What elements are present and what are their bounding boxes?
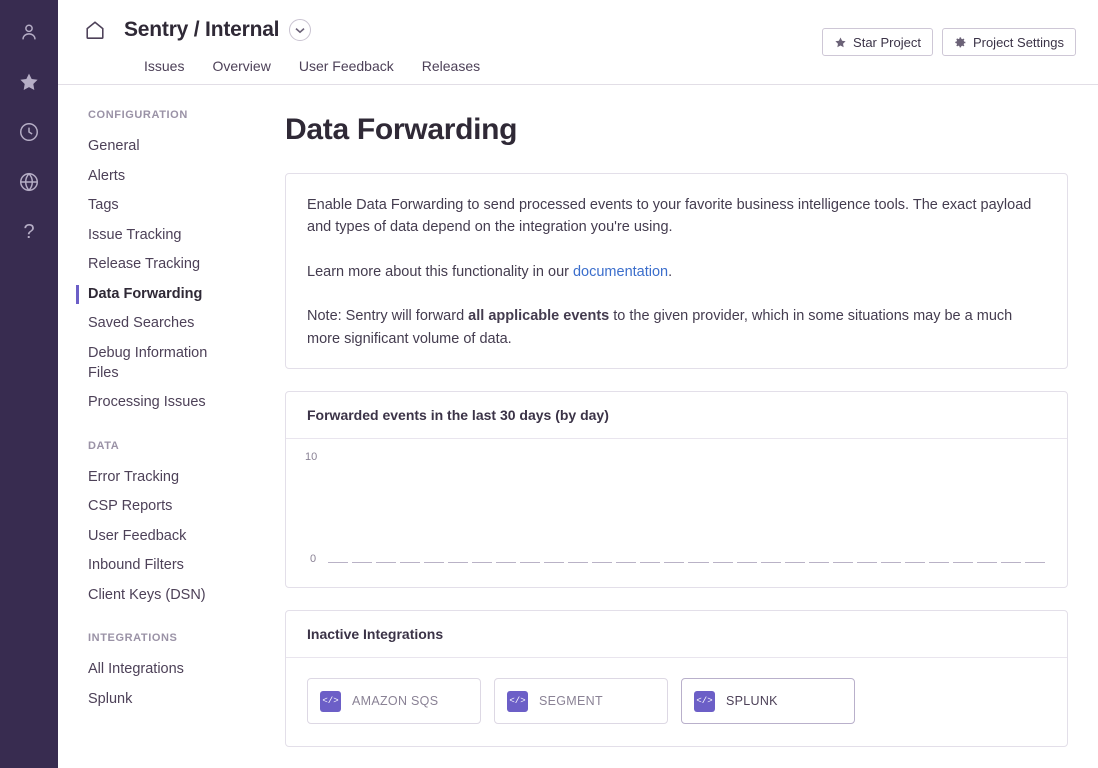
- chart-bar: [977, 562, 997, 563]
- page-title: Data Forwarding: [285, 113, 518, 146]
- chart-bar: [664, 562, 684, 563]
- integration-segment[interactable]: [494, 678, 668, 724]
- settings-sidebar: [58, 85, 258, 768]
- sidebar-item-alerts[interactable]: Alerts: [88, 167, 126, 184]
- help-icon[interactable]: [9, 212, 49, 252]
- star-icon[interactable]: [9, 62, 49, 102]
- help-icon-glyph: ?: [23, 220, 35, 243]
- chart-bar: [424, 562, 444, 563]
- sidebar-item-user-feedback[interactable]: User Feedback: [88, 527, 187, 544]
- chart-bar: [833, 562, 853, 563]
- chart-bar: [1001, 562, 1021, 563]
- chart-bars: [328, 463, 1045, 563]
- info-panel: [285, 173, 1068, 369]
- chart-bar: [472, 562, 492, 563]
- project-nav: [144, 58, 508, 74]
- nav-user-feedback[interactable]: User Feedback: [298, 58, 394, 74]
- nav-releases[interactable]: Releases: [421, 58, 481, 74]
- integration-splunk[interactable]: [681, 678, 855, 724]
- sidebar-item-general[interactable]: General: [88, 138, 140, 154]
- info-p3-prefix: Note: Sentry will forward: [307, 308, 469, 325]
- chevron-down-icon[interactable]: [289, 19, 311, 41]
- left-icon-rail: [0, 0, 58, 768]
- settings-content: [258, 85, 1098, 768]
- header-actions: [822, 28, 1076, 56]
- code-icon: </>: [320, 691, 341, 712]
- integration-label: SEGMENT: [539, 694, 603, 709]
- star-icon: [834, 36, 847, 49]
- chart-bar: [376, 562, 396, 563]
- nav-overview[interactable]: Overview: [212, 58, 271, 74]
- info-panel-body: [286, 174, 1067, 368]
- sidebar-item-processing-issues[interactable]: Processing Issues: [88, 394, 206, 411]
- project-settings-label: Project Settings: [972, 34, 1064, 50]
- sidebar-item-csp-reports[interactable]: CSP Reports: [88, 498, 173, 515]
- forwarded-events-chart: [286, 439, 1067, 587]
- sidebar-item-client-keys-dsn[interactable]: Client Keys (DSN): [88, 586, 206, 603]
- sidebar-group-data: [88, 440, 258, 611]
- app-header: [58, 0, 1098, 85]
- code-icon: </>: [507, 691, 528, 712]
- sidebar-item-tags[interactable]: Tags: [88, 197, 119, 214]
- chart-bar: [616, 562, 636, 563]
- sidebar-group-title: INTEGRATIONS: [88, 632, 178, 645]
- nav-issues[interactable]: Issues: [144, 58, 185, 74]
- inactive-integrations-panel: [285, 610, 1068, 747]
- globe-icon[interactable]: [9, 162, 49, 202]
- info-paragraph-1: Enable Data Forwarding to send processed events to your favorite business intelligence tools. The exact payload and types of data depend on the integration you're using.: [307, 197, 1032, 236]
- chart-bar: [328, 562, 348, 563]
- chart-bar: [640, 562, 660, 563]
- chart-bar: [544, 562, 564, 563]
- info-p2-prefix: Learn more about this functionality in our: [307, 263, 573, 280]
- chart-y-max-label: 10: [305, 451, 318, 464]
- documentation-link[interactable]: documentation: [572, 263, 669, 280]
- chart-bar: [905, 562, 925, 563]
- sidebar-group-title: DATA: [88, 439, 120, 452]
- chart-bar: [352, 562, 372, 563]
- chart-bar: [448, 562, 468, 563]
- info-p2-suffix: .: [668, 263, 673, 280]
- info-paragraph-3: [307, 305, 1046, 350]
- chart-bar: [496, 562, 516, 563]
- integrations-list: [286, 658, 1067, 746]
- chart-y-min-label: 0: [310, 553, 317, 566]
- integration-label: SPLUNK: [726, 694, 778, 709]
- sidebar-item-issue-tracking[interactable]: Issue Tracking: [88, 226, 182, 243]
- chart-bar: [929, 562, 949, 563]
- inactive-integrations-title: Inactive Integrations: [286, 611, 1067, 658]
- chart-panel: [285, 391, 1068, 588]
- code-icon: </>: [694, 691, 715, 712]
- chart-bar: [688, 562, 708, 563]
- clock-icon[interactable]: [9, 112, 49, 152]
- chart-bar: [761, 562, 781, 563]
- chart-bar: [592, 562, 612, 563]
- info-p3-bold: all applicable events: [468, 308, 610, 325]
- chart-bar: [737, 562, 757, 563]
- star-project-label: Star Project: [853, 34, 921, 50]
- star-project-button[interactable]: [822, 28, 933, 56]
- page-body: [58, 85, 1098, 768]
- page-project-title: Sentry / Internal: [124, 18, 280, 41]
- gear-icon: [954, 36, 967, 49]
- sidebar-item-debug-information-files[interactable]: Debug Information Files: [88, 344, 208, 381]
- chart-bar: [520, 562, 540, 563]
- integration-amazon-sqs[interactable]: [307, 678, 481, 724]
- chart-bar: [568, 562, 588, 563]
- sidebar-item-saved-searches[interactable]: Saved Searches: [88, 315, 195, 332]
- sidebar-item-splunk[interactable]: Splunk: [88, 691, 133, 707]
- info-p3-suffix: to the given provider, which in some situations may be a much more significant volume of data.: [307, 308, 1013, 347]
- sidebar-item-data-forwarding[interactable]: Data Forwarding: [88, 280, 238, 310]
- user-icon[interactable]: [9, 12, 49, 52]
- sidebar-group-title: CONFIGURATION: [88, 109, 188, 121]
- project-settings-button[interactable]: [942, 28, 1076, 56]
- sidebar-group-integrations: [88, 632, 258, 714]
- info-paragraph-2: [307, 261, 1046, 283]
- chart-bar: [400, 562, 420, 563]
- sidebar-item-all-integrations[interactable]: All Integrations: [88, 661, 184, 678]
- main-column: [58, 0, 1098, 768]
- chart-bar: [857, 562, 877, 563]
- chart-bar: [1025, 562, 1045, 563]
- sidebar-item-release-tracking[interactable]: Release Tracking: [88, 256, 201, 273]
- integration-label: AMAZON SQS: [352, 694, 439, 709]
- chart-bar: [881, 562, 901, 563]
- chart-bar: [809, 562, 829, 563]
- chart-bar: [953, 562, 973, 563]
- chart-bar: [713, 562, 733, 563]
- sidebar-item-inbound-filters[interactable]: Inbound Filters: [88, 557, 184, 574]
- sidebar-item-error-tracking[interactable]: Error Tracking: [88, 468, 180, 485]
- home-icon[interactable]: [80, 16, 110, 44]
- chart-bar: [785, 562, 805, 563]
- chart-panel-title: Forwarded events in the last 30 days (by day): [286, 392, 1067, 439]
- sidebar-group-configuration: [88, 109, 258, 418]
